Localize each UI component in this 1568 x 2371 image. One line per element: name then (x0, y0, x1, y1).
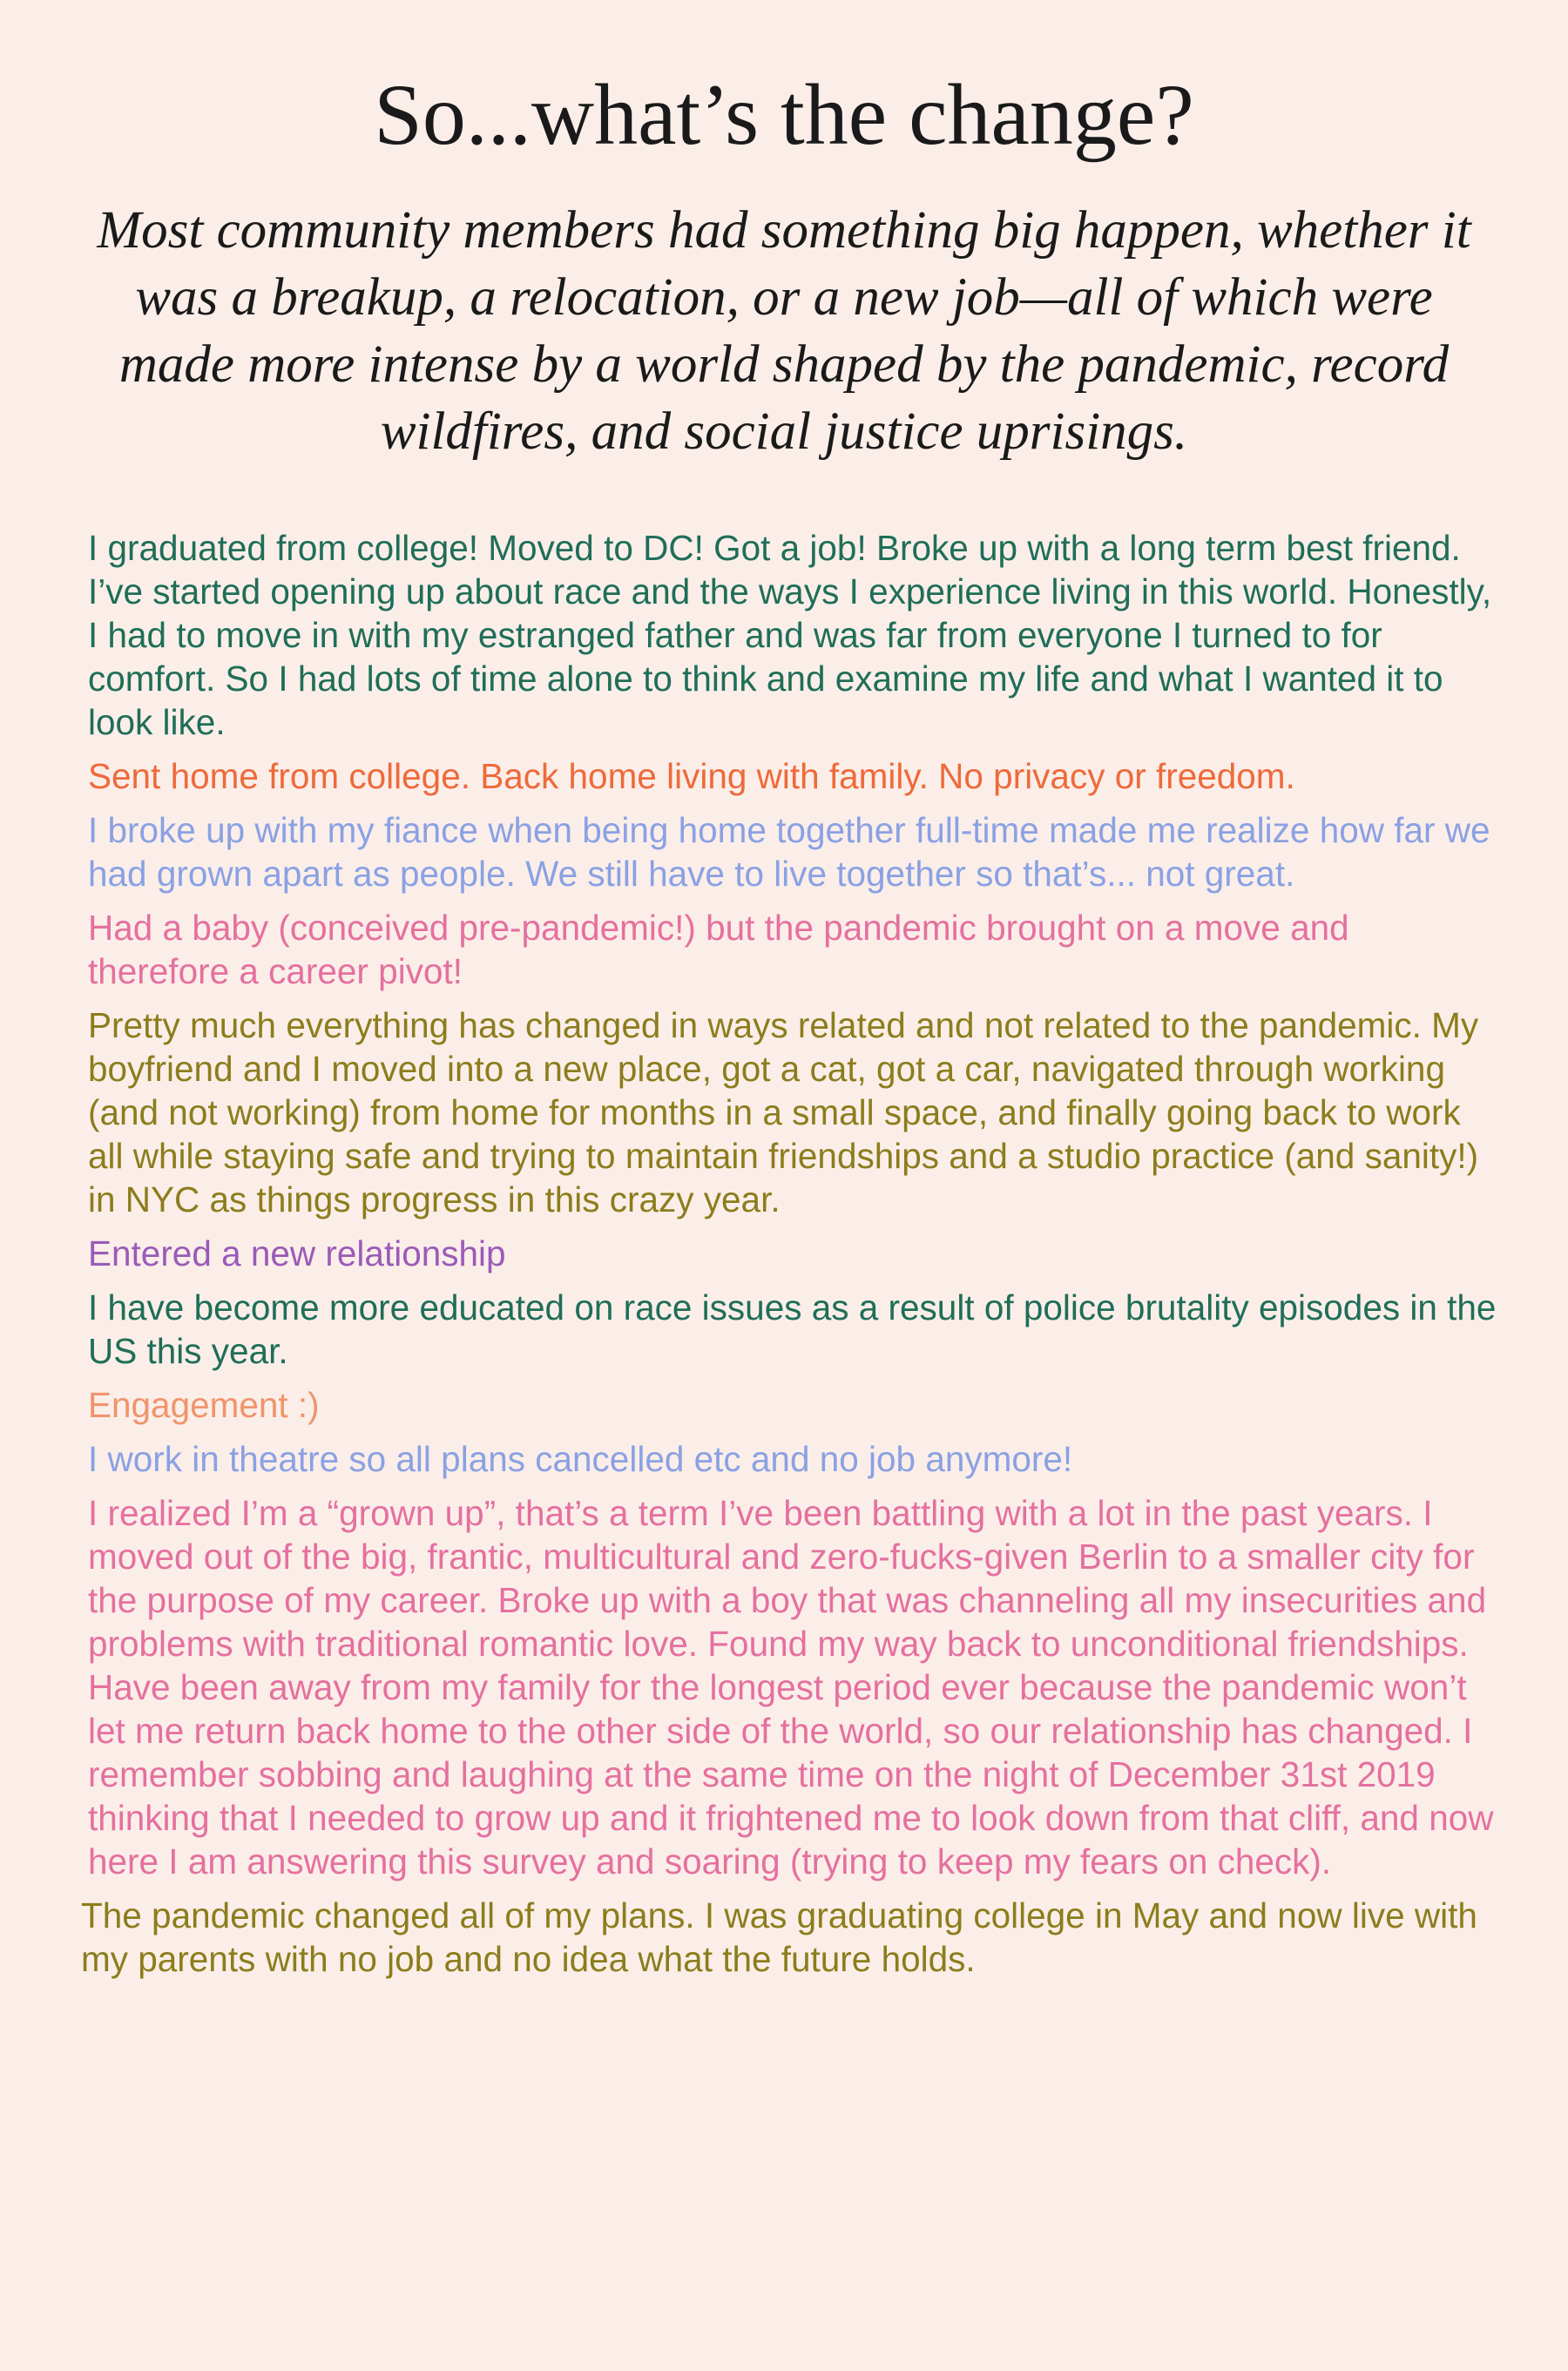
responses-list (81, 526, 1499, 1991)
response-item: The pandemic changed all of my plans. I was graduating college in May and now live with my parents with no job and no idea what the future holds. (81, 1895, 1477, 1979)
response-item: Pretty much everything has changed in ways related and not related to the pandemic. My boyfriend and I moved into a new place, got a cat, got a car, navigated through working (and not working) from home for months in a small space, and finally going back to work all while staying safe and trying to maintain friendships and a studio practice (and sanity!) in NYC as things progress in this crazy year. (88, 1005, 1479, 1219)
response-item: Entered a new relationship (88, 1233, 506, 1273)
response-item: I broke up with my fiance when being home together full-time made me realize how far we had grown apart as people. We still have to live together so that’s... not great. (88, 810, 1490, 894)
page-subtitle: Most community members had something big happen, whether it was a breakup, a relocation, or a new job—all of which were made more intense by a world shaped by the pandemic, record wildfires, and social justice uprisings. (97, 201, 1471, 461)
response-item: I have become more educated on race issues as a result of police brutality episodes in the US this year. (88, 1287, 1497, 1371)
page-title: So...what’s the change? (374, 66, 1194, 163)
response-item: I work in theatre so all plans cancelled etc and no job anymore! (88, 1439, 1073, 1479)
response-item: Engagement :) (88, 1385, 320, 1425)
response-item: I graduated from college! Moved to DC! Got a job! Broke up with a long term best friend. I’ve started opening up about race and the ways I experience living in this world. Honestly, I had to move in with my estranged father and was far from everyone I turned to for comfort. So I had lots of time alone to think and examine my life and what I wanted it to look like. (88, 528, 1492, 742)
response-item: Had a baby (conceived pre-pandemic!) but the pandemic brought on a move and therefore a career pivot! (88, 908, 1349, 991)
response-item: Sent home from college. Back home living with family. No privacy or freedom. (88, 756, 1295, 796)
response-item: I realized I’m a “grown up”, that’s a term I’ve been battling with a lot in the past years. I moved out of the big, frantic, multicultural and zero-fucks-given Berlin to a smaller city for the purpose of my career. Broke up with a boy that was channeling all my insecurities and problems with traditional romantic love. Found my way back to unconditional friendships. Have been away from my family for the longest period ever because the pandemic won’t let me return back home to the other side of the world, so our relationship has changed. I remember sobbing and laughing at the same time on the night of December 31st 2019 thinking that I needed to grow up and it frightened me to look down from that cliff, and now here I am answering this survey and soaring (trying to keep my fears on check). (88, 1493, 1494, 1881)
